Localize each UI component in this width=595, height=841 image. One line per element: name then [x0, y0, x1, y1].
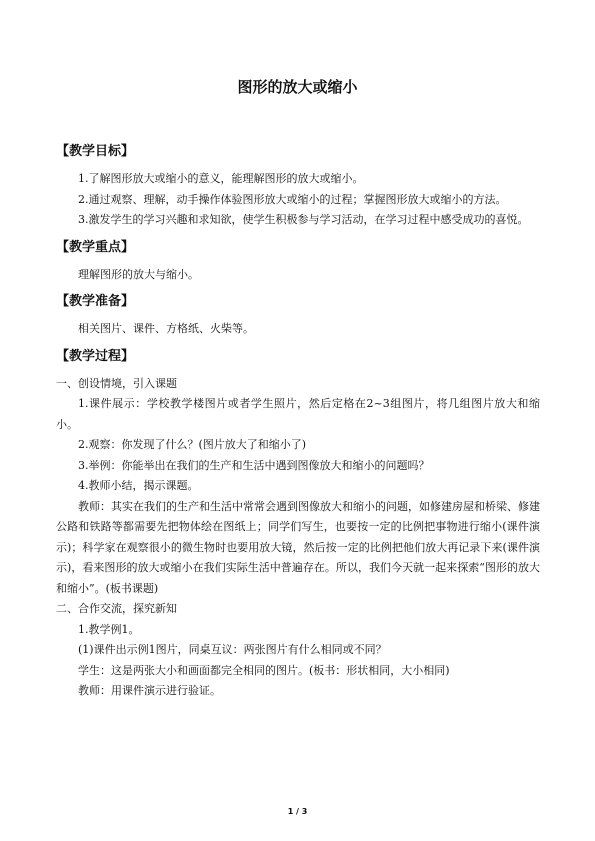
document-title: 图形的放大或缩小	[237, 78, 358, 96]
paragraph: 4.教师小结，揭示课题。	[78, 479, 199, 492]
paragraph: 教师：其实在我们的生产和生活中常常会遇到图像放大和缩小的问题，如修建房屋和桥梁、修建公路和铁路等都需要先把物体绘在图纸上；同学们写生，也要按一定的比例把事物进行缩小(课件演示)；科学家在观察很小的微生物时也要用放大镜，然后按一定的比例把他们放大再记录下来(课件演示)，看来图形的放大或缩小在我们实际生活中普遍存在。所以，我们今天就一起来探索“图形的放大和缩小”。(板书课题)	[56, 499, 540, 595]
goal-item: 1.了解图形放大或缩小的意义，能理解图形的放大或缩小。	[78, 172, 364, 185]
paragraph: 1.课件展示：学校教学楼图片或者学生照片，然后定格在2~3组图片，将几组图片放大和缩小。	[56, 397, 540, 431]
section-title: 一、创设情境，引入课题	[56, 376, 177, 390]
paragraph: 教师：用课件演示进行验证。	[78, 684, 221, 697]
preparation-text: 相关图片、课件、方格纸、火柴等。	[78, 322, 254, 335]
goal-item: 2.通过观察、理解，动手操作体验图形放大或缩小的过程；掌握图形放大或缩小的方法。	[78, 192, 507, 206]
key-point-text: 理解图形的放大与缩小。	[78, 267, 199, 281]
paragraph: 1.教学例1。	[78, 622, 140, 636]
paragraph: 3.举例：你能举出在我们的生产和生活中遇到图像放大和缩小的问题吗？	[78, 458, 430, 472]
paragraph: 学生：这是两张大小和画面都完全相同的图片。(板书：形状相同，大小相同)	[78, 663, 450, 677]
heading-teaching-process: 【教学过程】	[56, 348, 135, 364]
paragraph: (1)课件出示例1图片，同桌互议：两张图片有什么相同或不同？	[78, 643, 387, 656]
heading-preparation: 【教学准备】	[56, 294, 135, 309]
goal-item: 3.激发学生的学习兴趣和求知欲，使学生积极参与学习活动，在学习过程中感受成功的喜悦。	[78, 213, 529, 226]
document-body	[56, 143, 540, 702]
heading-key-points: 【教学重点】	[56, 239, 135, 255]
page-number: 1 / 3	[287, 807, 308, 816]
section-title: 二、合作交流，探究新知	[56, 602, 177, 615]
heading-teaching-goals: 【教学目标】	[56, 144, 135, 159]
paragraph: 2.观察：你发现了什么？(图片放大了和缩小了)	[78, 438, 307, 451]
